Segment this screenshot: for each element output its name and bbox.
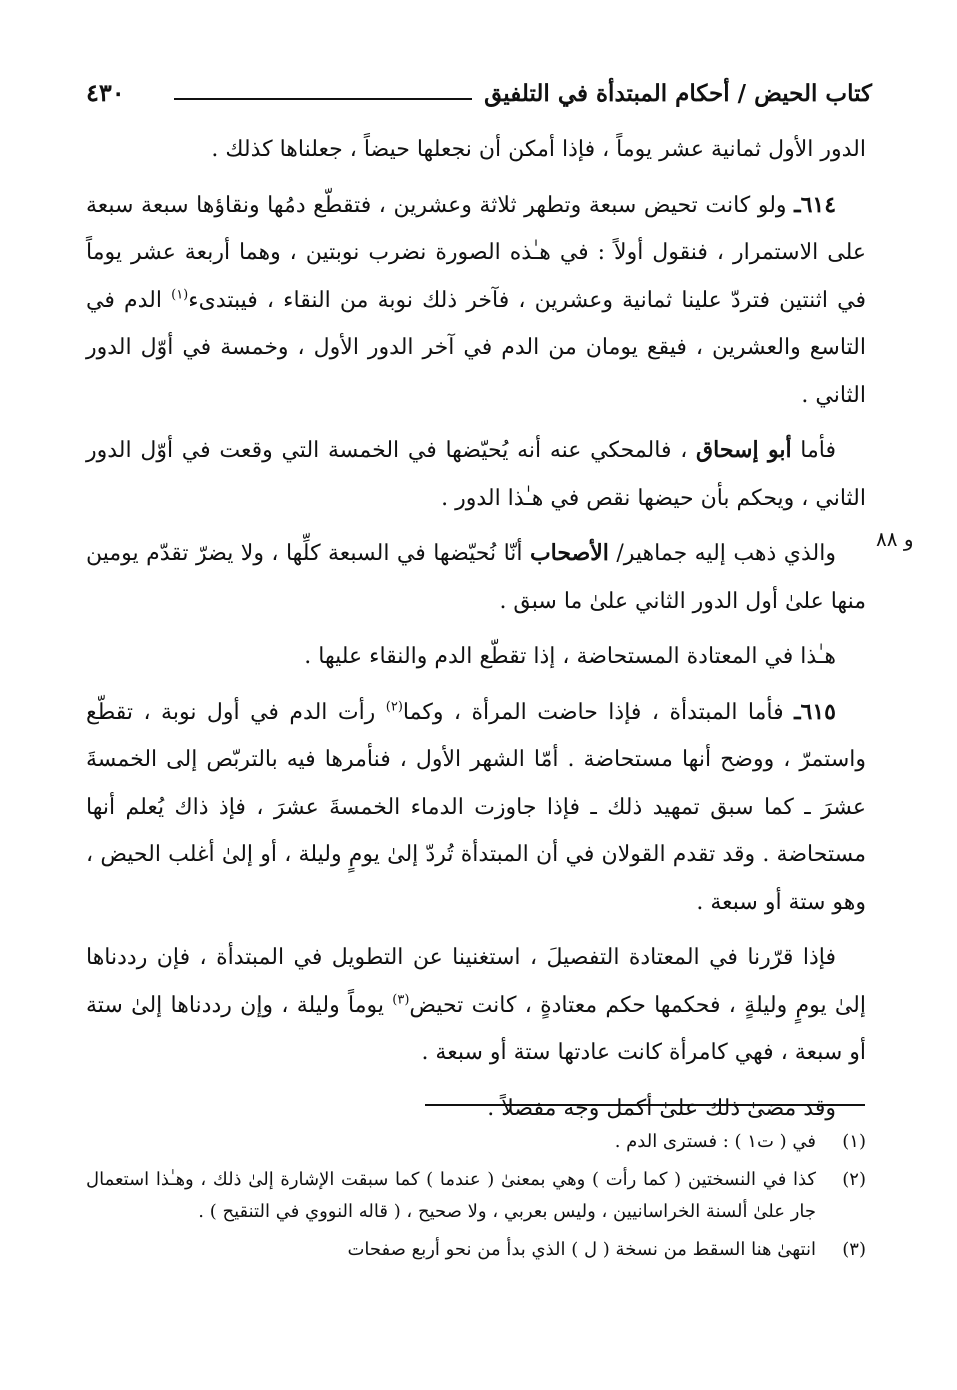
paragraph-number: ٦١٥ـ [794,698,836,725]
paragraph-summary [86,633,866,681]
footnote-3 [86,1234,866,1266]
paragraph-text: والذي ذهب إليه جماهير/ [608,541,836,566]
footnote-text: في ( ت١ ) : فسترى الدم . [614,1131,816,1152]
paragraph-text: فإذا قرّرنا في المعتادة التفصيلَ ، استغنينا عن التطويل في المبتدأة ، فإن رددناها إلىٰ يومٍ وليلةٍ ، فحكمها حكم معتادةٍ ، كانت تحيض [86,945,866,1018]
footnote-marker: (١) [171,287,189,303]
footnote-2 [86,1164,866,1228]
paragraph-continuation [86,126,866,174]
paragraph-text: هـٰذا في المعتادة المستحاضة ، إذا تقطّع الدم والنقاء عليها . [304,644,836,669]
paragraph-text: أنّا نُحيّضها في السبعة كلِّها ، ولا يضرّ تقدّم يومين منها علىٰ أول الدور الثاني علىٰ ما سبق . [86,541,866,614]
page-number: ٤٣٠ [86,78,125,107]
paragraph-text: ولو كانت تحيض سبعة وتطهر ثلاثة وعشرين ، فتقطّع دمُها ونقاؤها سبعة سبعة على الاستمرار ، فنقول أولاً : في هـٰذه الصورة نضرب نوبتين ، وهما أربعة عشر يوماً في اثنتين فتردّ علينا ثمانية وعشرين ، فآخر ذلك نوبة من النقاء ، فيبتدىء [86,192,866,313]
footnotes [86,1126,866,1272]
paragraph-number: ٦١٤ـ [794,191,837,218]
paragraph-text: الدور الأول ثمانية عشر يوماً ، فإذا أمكن أن نجعلها حيضاً ، جعلناها كذلك . [211,137,866,162]
footnote-text: كذا في النسختين ( كما رأت ) وهي بمعنىٰ ( عندما ) كما سبقت الإشارة إلىٰ ذلك ، وهـٰذا استعمال جار علىٰ ألسنة الخراسانيين ، وليس بعربي ، ولا صحيح ، ( قاله النووي في التنقيح ) . [86,1169,816,1222]
footnote-label: (٢) [842,1169,866,1190]
paragraph-tafsil [86,934,866,1077]
footnote-text: انتهىٰ هنا السقط من نسخة ( ل ) الذي بدأ من نحو أربع صفحات [347,1239,816,1260]
footnote-1 [86,1126,866,1158]
footnote-marker: (٢) [385,699,403,715]
paragraph-615 [86,689,866,927]
header-rule [174,98,472,100]
paragraph-ashab [86,530,866,625]
paragraph-text: رأت الدم في أول نوبة ، تقطّع واستمرّ ، ووضح أنها مستحاضة . أمّا الشهر الأول ، فنأمرها فيه بالتربّص إلى الخمسةَ عشرَ ـ كما سبق تمهيد ذلك ـ فإذا جاوزت الدماء الخمسةَ عشرَ ، فإذ ذاك يُعلم أنها مستحاضة . وقد تقدم القولان في أن المبتدأة تُردّ إلىٰ يومٍ وليلة ، أو إلىٰ أغلب الحيض ، وهو ستة أو سبعة . [86,699,866,915]
paragraph-text: الدم في التاسع والعشرين ، فيقع يومان من الدم في آخر الدور الأول ، وخمسة في أوّل الدور الثاني . [86,287,866,408]
paragraph-text: وقد مضىٰ ذلك علىٰ أكمل وجه مفصلاً . [487,1095,836,1121]
footnote-label: (١) [842,1131,866,1152]
bold-name: أبو إسحاق [696,437,792,463]
paragraph-text: يوماً وليلة ، وإن رددناها إلىٰ ستة أو سبعة ، فهي كامرأة كانت عادتها ستة أو سبعة . [86,992,866,1065]
paragraph-text: فأما [791,438,837,463]
running-header-title: كتاب الحيض / أحكام المبتدأة في التلفيق [484,80,872,107]
running-header [86,74,872,118]
paragraph-text: ، فالمحكي عنه أنه يُحيّضها في الخمسة التي وقعت في أوّل الدور الثاني ، ويحكم بأن حيضها نقص في هـٰذا الدور . [86,438,866,511]
footnote-label: (٣) [842,1239,866,1260]
paragraph-closing [86,1085,866,1133]
margin-folio-reference: و ٨٨ [876,527,914,551]
footnote-marker: (٣) [392,992,410,1008]
paragraph-abu-ishaq [86,427,866,522]
paragraph-text: فأما المبتدأة ، فإذا حاضت المرأة ، وكما [402,699,795,725]
paragraph-614 [86,182,866,420]
main-text [86,126,866,1140]
footnote-separator [425,1104,865,1106]
bold-name: الأصحاب [529,540,609,566]
